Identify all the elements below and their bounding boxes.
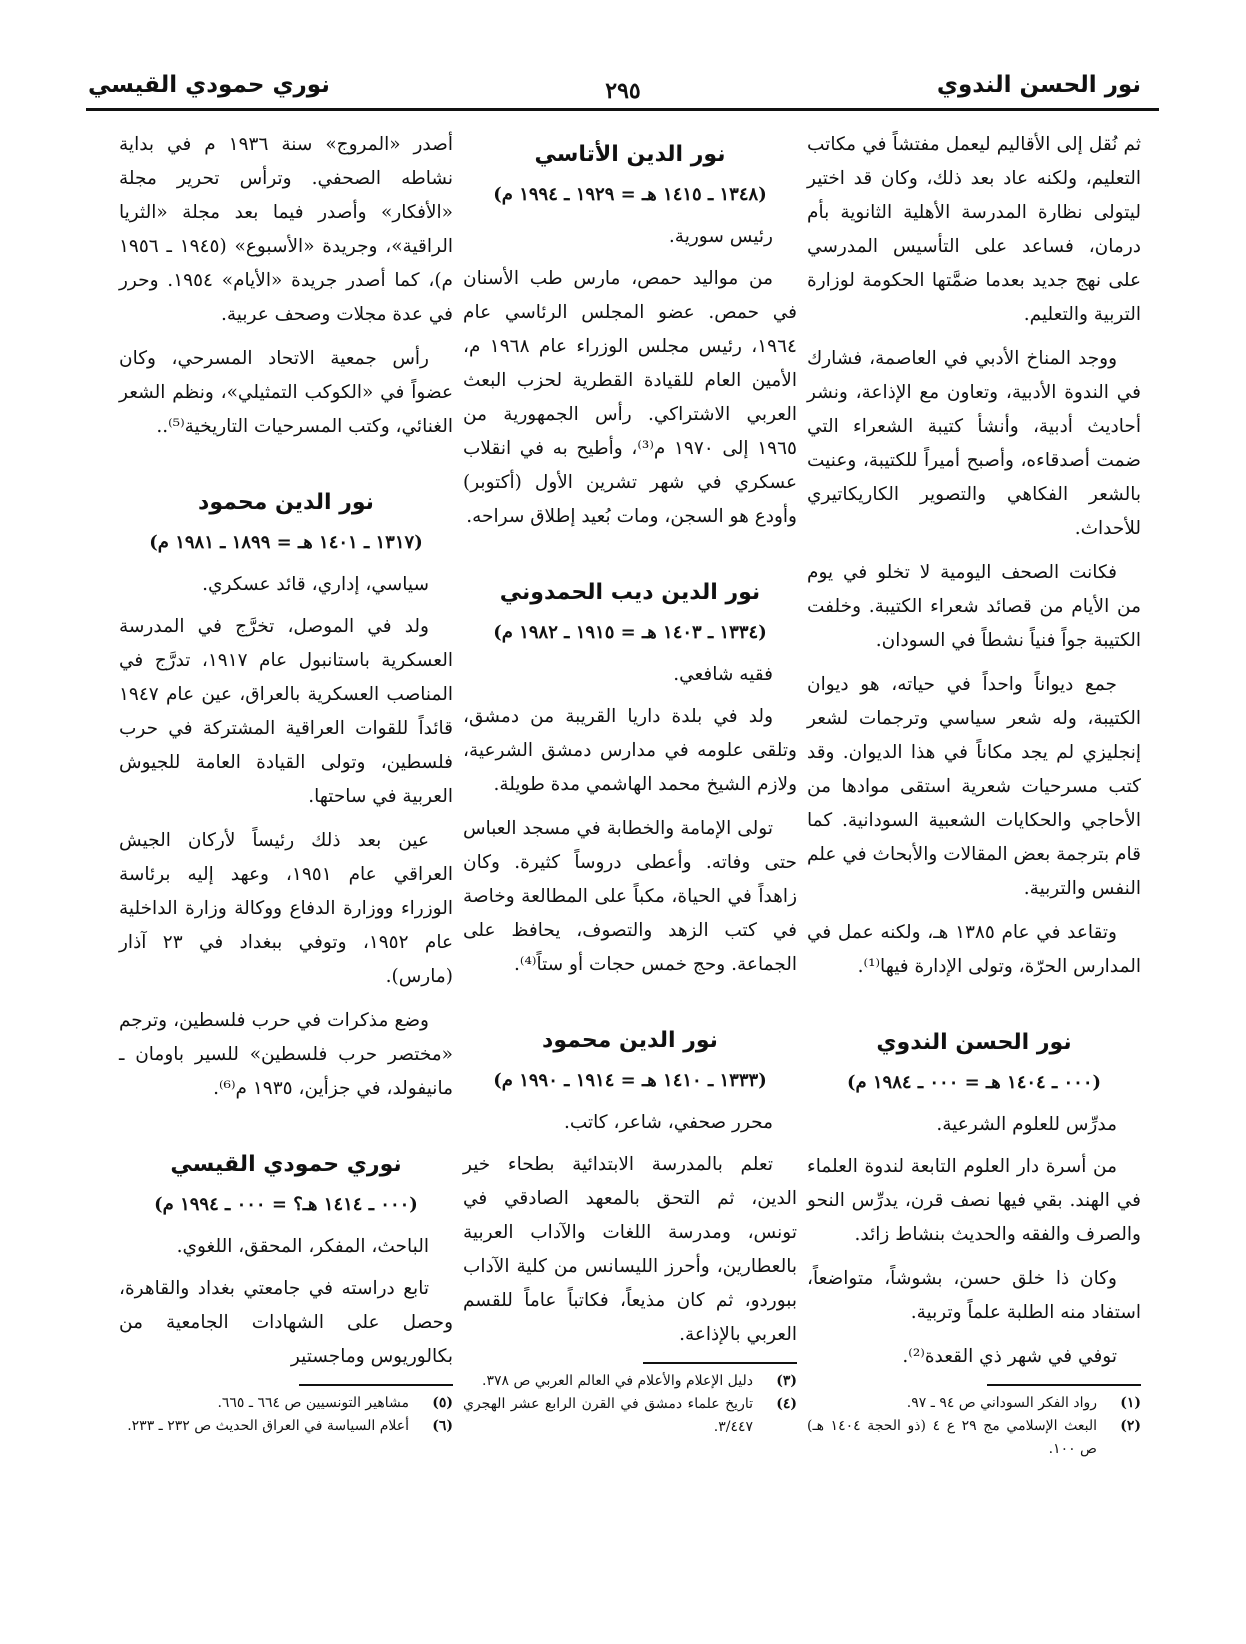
entry-title: نور الدين الأتاسي — [534, 142, 726, 167]
footnote — [807, 1392, 1141, 1415]
footnotes — [463, 1370, 797, 1439]
footnote-text: البعث الإسلامي مج ٢٩ ع ٤ (ذو الحجة ١٤٠٤ هـ) ص ١٠٠. — [807, 1418, 1097, 1457]
paragraph: ووجد المناخ الأدبي في العاصمة، فشارك في الندوة الأدبية، وتعاون مع الإذاعة، ونشر أحاديث أدبية، وأنشأ كتيبة الشعراء التي ضمت أصدقاءه، وأصبح أميراً للكتيبة، وعنيت بالشعر الفكاهي والتصوير الكاريكاتيري للأحداث. — [807, 348, 1141, 539]
paragraph: أصدر «المروج» سنة ١٩٣٦ م في بداية نشاطه الصحفي. وترأس تحرير مجلة «الأفكار» وأصدر فيما بعد مجلة «الثريا الراقية»، وجريدة «الأسبوع» (١٩٤٥ ـ ١٩٥٦ م)، كما أصدر جريدة «الأيام» ١٩٥٤. وحرر في عدة مجلات وصحف عربية. — [119, 134, 453, 325]
entry-title: نور الدين محمود — [198, 490, 374, 515]
footnote-number: (١) — [1120, 1395, 1141, 1411]
footnote-number: (٤) — [776, 1396, 797, 1412]
running-head-left: نوري حمودي القيسي — [88, 72, 330, 98]
entry-title: نور الحسن الندوي — [876, 1030, 1072, 1055]
entry-dates: (١٣٤٨ ـ ١٤١٥ هـ = ١٩٢٩ ـ ١٩٩٤ م) — [493, 184, 767, 205]
spacer — [807, 994, 1141, 1016]
footnote — [807, 1415, 1141, 1461]
entry-dates: (١٣٣٤ ـ ١٤٠٣ هـ = ١٩١٥ ـ ١٩٨٢ م) — [493, 622, 767, 643]
entry-role: مدرِّس للعلوم الشرعية. — [936, 1114, 1117, 1135]
entry-role: الباحث، المفكر، المحقق، اللغوي. — [176, 1236, 429, 1257]
footnote — [119, 1415, 453, 1438]
running-head-right: نور الحسن الندوي — [936, 72, 1141, 98]
footnotes — [119, 1392, 453, 1438]
footnote-number: (٢) — [1120, 1418, 1141, 1434]
footnote-text: مشاهير التونسيين ص ٦٦٤ ـ ٦٦٥. — [217, 1395, 409, 1411]
footnote-rule — [987, 1384, 1141, 1386]
paragraph: رأس جمعية الاتحاد المسرحي، وكان عضواً في «الكوكب التمثيلي»، ونظم الشعر الغنائي، وكتب المسرحيات التاريخية⁽⁵⁾.. — [119, 348, 453, 437]
entry-title: نور الدين محمود — [542, 1028, 718, 1053]
entry-role: سياسي، إداري، قائد عسكري. — [202, 574, 429, 595]
paragraph: فكانت الصحف اليومية لا تخلو في يوم من الأيام من قصائد شعراء الكتيبة. وخلفت الكتيبة جواً فنياً نشطاً في السودان. — [807, 562, 1141, 651]
header-rule — [86, 108, 1159, 111]
spacer — [463, 544, 797, 566]
footnote-text: تاريخ علماء دمشق في القرن الرابع عشر الهجري ٣/٤٤٧. — [463, 1396, 753, 1435]
footnote-number: (٦) — [432, 1418, 453, 1434]
spacer — [119, 1116, 453, 1138]
paragraph: وكان ذا خلق حسن، بشوشاً، متواضعاً، استفاد منه الطلبة علماً وتربية. — [807, 1268, 1141, 1323]
footnotes — [807, 1392, 1141, 1461]
paragraph: عين بعد ذلك رئيساً لأركان الجيش العراقي عام ١٩٥١، وعهد إليه برئاسة الوزراء ووزارة الدفاع ووكالة وزارة الداخلية عام ١٩٥٢، وتوفي ببغداد في ٢٣ آذار (مارس). — [119, 830, 454, 987]
footnote-number: (٣) — [776, 1373, 797, 1389]
column-middle — [463, 128, 797, 1439]
spacer — [463, 992, 797, 1014]
paragraph: ولد في الموصل، تخرَّج في المدرسة العسكرية باستانبول عام ١٩١٧، تدرَّج في المناصب العسكرية بالعراق، عين عام ١٩٤٧ قائداً للقوات العراقية المشتركة في حرب فلسطين، وتولى القيادة العامة للجيوش العربية في ساحتها. — [119, 616, 453, 807]
paragraph: وتقاعد في عام ١٣٨٥ هـ، ولكنه عمل في المدارس الحرّة، وتولى الإدارة فيها⁽¹⁾. — [807, 922, 1141, 977]
footnote — [119, 1392, 453, 1415]
footnote-text: دليل الإعلام والأعلام في العالم العربي ص ٣٧٨. — [482, 1373, 753, 1389]
paragraph: تابع دراسته في جامعتي بغداد والقاهرة، وحصل على الشهادات الجامعية من بكالوريوس وماجستير — [119, 1278, 453, 1367]
entry-role: فقيه شافعي. — [673, 664, 773, 685]
paragraph: وضع مذكرات في حرب فلسطين، وترجم «مختصر حرب فلسطين» للسير باومان ـ مانيفولد، في جزأين، ١٩٣٥ م⁽⁶⁾. — [119, 1010, 453, 1099]
paragraph: ولد في بلدة داريا القريبة من دمشق، وتلقى علومه في مدارس دمشق الشرعية، ولازم الشيخ محمد الهاشمي مدة طويلة. — [463, 706, 797, 795]
footnote-rule — [643, 1362, 797, 1364]
column-right — [807, 128, 1141, 1461]
entry-dates: (٠٠٠ ـ ١٤١٤ هـ؟ = ٠٠٠ ـ ١٩٩٤ م) — [154, 1194, 418, 1215]
paragraph: تولى الإمامة والخطابة في مسجد العباس حتى وفاته. وأعطى دروساً كثيرة. وكان زاهداً في الحياة، مكباً على المطالعة وخاصة في كتب الزهد والتصوف، يحافظ على الجماعة. وحج خمس حجات أو ستاً⁽⁴⁾. — [463, 818, 797, 975]
footnote-text: رواد الفكر السوداني ص ٩٤ ـ ٩٧. — [906, 1395, 1097, 1411]
entry-role: محرر صحفي، شاعر، كاتب. — [563, 1112, 773, 1133]
paragraph: توفي في شهر ذي القعدة⁽²⁾. — [902, 1346, 1117, 1367]
paragraph: من أسرة دار العلوم التابعة لندوة العلماء في الهند. بقي فيها نصف قرن، يدرِّس النحو والصرف والفقه والحديث بنشاط زائد. — [807, 1156, 1141, 1245]
column-left — [119, 128, 453, 1438]
entry-role: رئيس سورية. — [668, 226, 773, 247]
paragraph: جمع ديواناً واحداً في حياته، هو ديوان الكتيبة، وله شعر سياسي وترجمات لشعر إنجليزي لم يجد مكاناً في هذا الديوان. وقد كتب مسرحيات شعرية استقى موادها من الأحاجي والحكايات الشعبية السودانية. كما قام بترجمة بعض المقالات والأبحاث في علم النفس والتربية. — [807, 674, 1141, 899]
footnote-number: (٥) — [432, 1395, 453, 1411]
entry-dates: (٠٠٠ ـ ١٤٠٤ هـ = ٠٠٠ ـ ١٩٨٤ م) — [846, 1072, 1102, 1093]
spacer — [119, 454, 453, 476]
paragraph: تعلم بالمدرسة الابتدائية بطحاء خير الدين، ثم التحق بالمعهد الصادقي في تونس، ومدرسة اللغات والآداب العربية بالعطارين، وأحرز الليسانس من كلية الآداب ببوردو، ثم كان مذيعاً، فكاتباً عاماً للقسم العربي بالإذاعة. — [463, 1154, 797, 1345]
footnote — [463, 1393, 797, 1439]
entry-dates: (١٣٣٣ ـ ١٤١٠ هـ = ١٩١٤ ـ ١٩٩٠ م) — [493, 1070, 767, 1091]
footnote — [463, 1370, 797, 1393]
footnote-text: أعلام السياسة في العراق الحديث ص ٢٣٢ ـ ٢٣٣. — [127, 1418, 409, 1434]
entry-dates: (١٣١٧ ـ ١٤٠١ هـ = ١٨٩٩ ـ ١٩٨١ م) — [149, 532, 423, 553]
footnote-rule — [299, 1384, 453, 1386]
paragraph: ثم نُقل إلى الأقاليم ليعمل مفتشاً في مكاتب التعليم، ولكنه عاد بعد ذلك، وكان قد اختير ليتولى نظارة المدرسة الأهلية الثانوية بأم درمان، فساعد على التأسيس المدرسي على نهج جديد بعدما ضمَّتها الحكومة لوزارة التربية والتعليم. — [807, 134, 1141, 325]
paragraph: من مواليد حمص، مارس طب الأسنان في حمص. عضو المجلس الرئاسي عام ١٩٦٤، رئيس مجلس الوزراء عام ١٩٦٨ م، الأمين العام للقيادة القطرية لحزب البعث العربي الاشتراكي. رأس الجمهورية من ١٩٦٥ إلى ١٩٧٠ م⁽³⁾، وأطيح به في انقلاب عسكري في شهر تشرين الأول (أكتوبر) وأودع هو السجن، ومات بُعيد إطلاق سراحه. — [463, 268, 797, 527]
entry-title: نور الدين ديب الحمدوني — [499, 580, 761, 605]
entry-title: نوري حمودي القيسي — [170, 1152, 402, 1177]
page-number: ٢٩٥ — [605, 78, 641, 104]
